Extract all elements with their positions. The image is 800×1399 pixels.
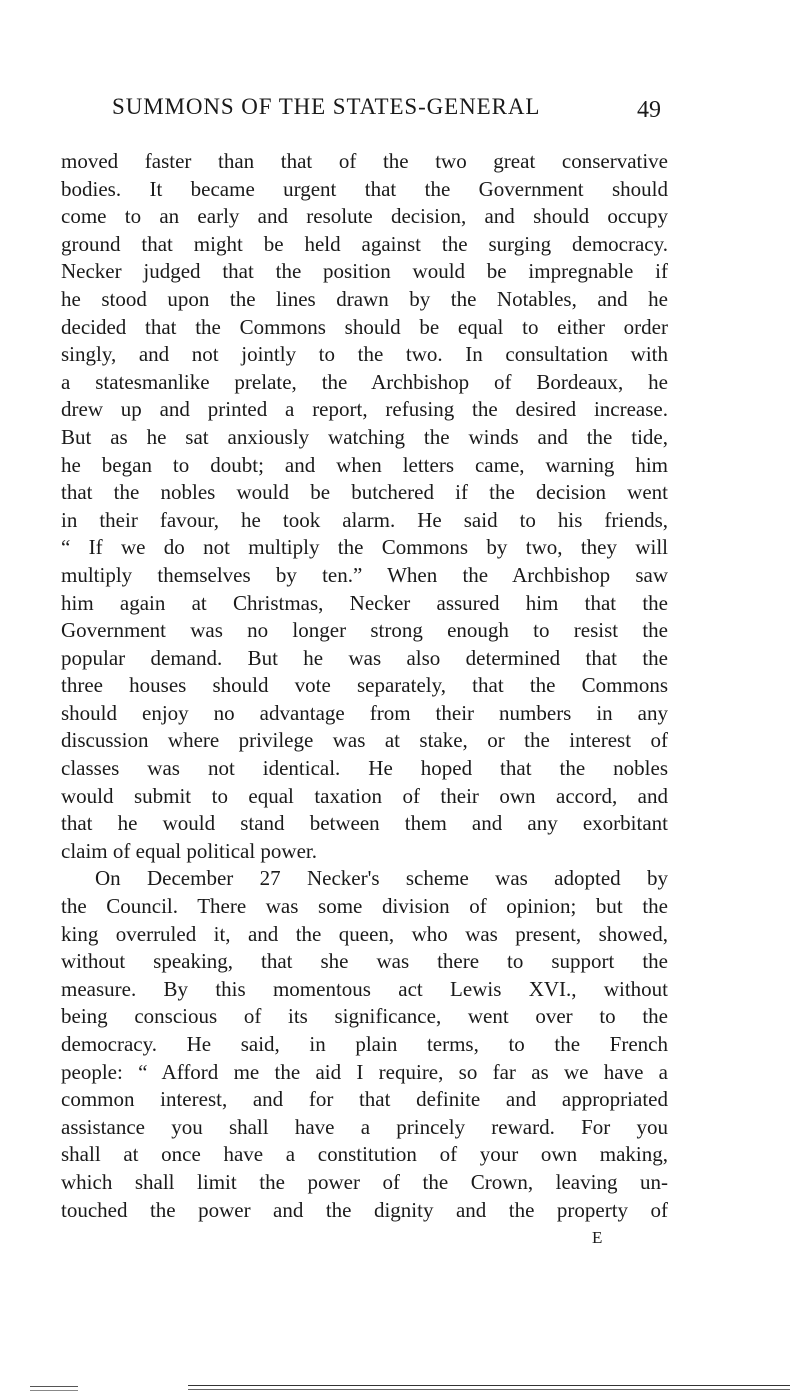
scan-rule-left xyxy=(30,1390,78,1391)
text-line: popular demand. But he was also determined that the xyxy=(61,645,668,670)
text-line: him again at Christmas, Necker assured him that the xyxy=(61,590,668,615)
text-line: the Council. There was some division of opinion; but the xyxy=(61,894,668,919)
page-number: 49 xyxy=(637,97,661,123)
text-line: assistance you shall have a princely reward. For you xyxy=(61,1114,668,1139)
text-line: which shall limit the power of the Crown, leaving un- xyxy=(61,1169,668,1194)
text-line: king overruled it, and the queen, who was present, showed, xyxy=(61,921,668,946)
scan-rule-left xyxy=(30,1386,78,1387)
text-line: decided that the Commons should be equal to either order xyxy=(61,314,668,339)
text-line: would submit to equal taxation of their own accord, and xyxy=(61,783,668,808)
text-line: democracy. He said, in plain terms, to the French xyxy=(61,1032,668,1056)
text-line: drew up and printed a report, refusing the desired increase. xyxy=(61,397,668,422)
text-line: common interest, and for that definite and appropriated xyxy=(61,1087,668,1112)
text-line: multiply themselves by ten.” When the Archbishop saw xyxy=(61,562,668,587)
text-line: come to an early and resolute decision, and should occupy xyxy=(61,204,668,229)
text-line: ground that might be held against the surging democracy. xyxy=(61,231,668,256)
text-line: being conscious of its significance, went over to the xyxy=(61,1004,668,1029)
text-line: three houses should vote separately, that the Commons xyxy=(61,673,668,698)
text-line: that he would stand between them and any exorbitant xyxy=(61,811,668,836)
text-line: a statesmanlike prelate, the Archbishop of Bordeaux, he xyxy=(61,369,668,394)
text-line: he began to doubt; and when letters came, warning him xyxy=(61,452,668,477)
body-text xyxy=(61,148,668,1224)
text-line: On December 27 Necker's scheme was adopted by xyxy=(95,866,668,891)
text-line: measure. By this momentous act Lewis XVI., without xyxy=(61,976,668,1001)
text-line: without speaking, that she was there to support the xyxy=(61,949,668,974)
running-title: SUMMONS OF THE STATES-GENERAL xyxy=(112,94,541,119)
text-line: in their favour, he took alarm. He said to his friends, xyxy=(61,507,668,532)
text-line: Government was no longer strong enough to resist the xyxy=(61,618,668,643)
text-line: discussion where privilege was at stake, or the interest of xyxy=(61,728,668,753)
scan-rule-bottom xyxy=(188,1385,790,1386)
text-line: classes was not identical. He hoped that the nobles xyxy=(61,756,668,781)
text-line: should enjoy no advantage from their numbers in any xyxy=(61,700,668,725)
text-line: Necker judged that the position would be impregnable if xyxy=(61,259,668,284)
text-line: But as he sat anxiously watching the winds and the tide, xyxy=(61,424,668,449)
text-line: claim of equal political power. xyxy=(61,838,317,863)
text-line: that the nobles would be butchered if the decision went xyxy=(61,480,668,505)
text-line: singly, and not jointly to the two. In consultation with xyxy=(61,342,668,367)
text-line: shall at once have a constitution of your own making, xyxy=(61,1142,668,1167)
text-line: bodies. It became urgent that the Government should xyxy=(61,176,668,201)
text-line: touched the power and the dignity and the property of xyxy=(61,1197,668,1222)
signature-mark: E xyxy=(592,1228,603,1247)
text-line: “ If we do not multiply the Commons by two, they will xyxy=(61,535,668,560)
scan-rule-bottom xyxy=(188,1389,790,1390)
text-line: he stood upon the lines drawn by the Notables, and he xyxy=(61,286,668,311)
running-head xyxy=(112,94,672,124)
text-line: people: “ Afford me the aid I require, so far as we have a xyxy=(61,1059,668,1084)
text-line: moved faster than that of the two great conservative xyxy=(61,149,668,173)
